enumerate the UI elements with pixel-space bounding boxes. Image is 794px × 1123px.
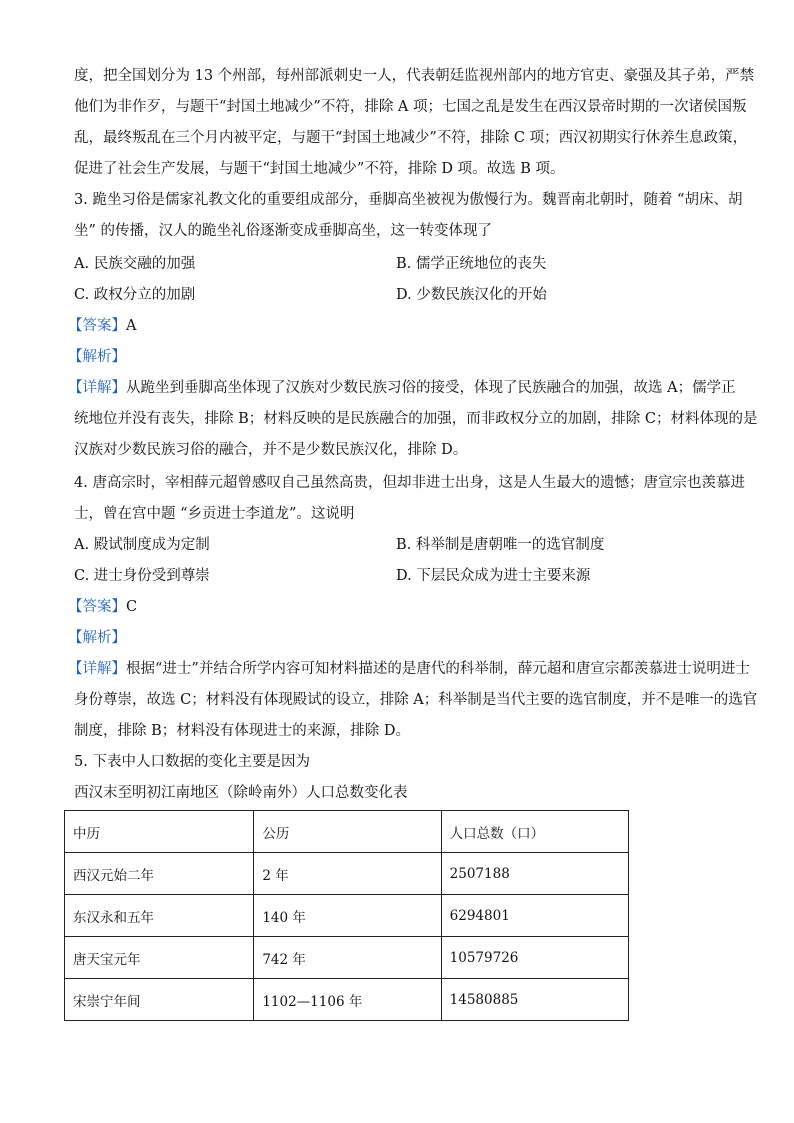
table-cell: 140 年 bbox=[254, 895, 441, 937]
table-cell: 14580885 bbox=[441, 979, 628, 1021]
table-cell: 742 年 bbox=[254, 937, 441, 979]
table-cell: 2 年 bbox=[254, 853, 441, 895]
table-cell: 1102—1106 年 bbox=[254, 979, 441, 1021]
answer-value: C bbox=[126, 599, 138, 615]
paragraph-line: 他们为非作歹，与题干“封国土地减少”不符，排除 A 项；七国之乱是发生在西汉景帝时期的一次诸侯国叛 bbox=[74, 99, 747, 115]
header-cell: 中历 bbox=[65, 811, 254, 853]
table-row bbox=[65, 853, 629, 895]
detail-tag: 【详解】 bbox=[68, 380, 126, 396]
question-3-stem: 3. 跪坐习俗是儒家礼教文化的重要组成部分，垂脚高坐被视为傲慢行为。魏晋南北朝时，随着 “胡床、胡 bbox=[74, 192, 743, 208]
answer-value: A bbox=[126, 318, 137, 334]
q4-detail: 【详解】根据“进士”并结合所学内容可知材料描述的是唐代的科举制，薛元超和唐宣宗都羡慕进士说明进士 bbox=[68, 661, 750, 677]
question-4-stem: 4. 唐高宗时，宰相薛元超曾感叹自己虽然高贵，但却非进士出身，这是人生最大的遗憾；唐宣宗也羡慕进 bbox=[74, 475, 745, 491]
table-cell: 2507188 bbox=[441, 853, 628, 895]
header-cell: 人口总数（口） bbox=[441, 811, 628, 853]
q4-option-d: D. 下层民众成为进士主要来源 bbox=[396, 568, 591, 584]
q4-detail-line: 身份尊崇，故选 C；材料没有体现殿试的设立，排除 A；科举制是当代主要的选官制度，并不是唯一的选官 bbox=[74, 692, 758, 708]
q4-analysis-tag: 【解析】 bbox=[68, 630, 126, 646]
q3-option-b: B. 儒学正统地位的丧失 bbox=[396, 256, 547, 272]
q3-option-c: C. 政权分立的加剧 bbox=[74, 287, 196, 303]
q3-detail-line: 汉族对少数民族习俗的融合，并不是少数民族汉化，排除 D。 bbox=[74, 442, 468, 458]
table-cell: 唐天宝元年 bbox=[65, 937, 254, 979]
answer-tag: 【答案】 bbox=[68, 318, 126, 334]
table-row bbox=[65, 895, 629, 937]
header-cell: 公历 bbox=[254, 811, 441, 853]
q3-answer bbox=[68, 316, 136, 336]
paragraph-line: 促进了社会生产发展，与题干“封国土地减少”不符，排除 D 项。故选 B 项。 bbox=[74, 161, 565, 177]
detail-tag: 【详解】 bbox=[68, 661, 126, 677]
question-3-stem: 坐” 的传播，汉人的跪坐礼俗逐渐变成垂脚高坐，这一转变体现了 bbox=[74, 223, 493, 239]
q4-option-a: A. 殿试制度成为定制 bbox=[74, 537, 210, 553]
paragraph-line: 乱，最终叛乱在三个月内被平定，与题干“封国土地减少”不符，排除 C 项；西汉初期实行休养生息政策， bbox=[74, 130, 748, 146]
q4-option-c: C. 进士身份受到尊崇 bbox=[74, 568, 210, 584]
table-header-row bbox=[65, 811, 629, 853]
q3-analysis-tag: 【解析】 bbox=[68, 349, 126, 365]
answer-tag: 【答案】 bbox=[68, 599, 126, 615]
population-table bbox=[64, 810, 629, 1021]
q4-option-b: B. 科举制是唐朝唯一的选官制度 bbox=[396, 537, 605, 553]
table-title: 西汉末至明初江南地区（除岭南外）人口总数变化表 bbox=[74, 785, 408, 801]
table-cell: 宋崇宁年间 bbox=[65, 979, 254, 1021]
paragraph-line: 度，把全国划分为 13 个州部，每州部派刺史一人，代表朝廷监视州部内的地方官吏、豪强及其子弟，严禁 bbox=[74, 68, 755, 84]
question-4-stem: 士，曾在宫中题 “乡贡进士李道龙”。这说明 bbox=[74, 506, 355, 522]
table-cell: 东汉永和五年 bbox=[65, 895, 254, 937]
table-cell: 6294801 bbox=[441, 895, 628, 937]
q4-answer bbox=[68, 597, 137, 617]
table-row bbox=[65, 979, 629, 1021]
question-5-stem: 5. 下表中人口数据的变化主要是因为 bbox=[74, 754, 310, 770]
table-row bbox=[65, 937, 629, 979]
table-cell: 西汉元始二年 bbox=[65, 853, 254, 895]
table-cell: 10579726 bbox=[441, 937, 628, 979]
q4-detail-line: 制度，排除 B；材料没有体现进士的来源，排除 D。 bbox=[74, 723, 410, 739]
q3-option-d: D. 少数民族汉化的开始 bbox=[396, 287, 547, 303]
q3-option-a: A. 民族交融的加强 bbox=[74, 256, 196, 272]
q3-detail-line: 统地位并没有丧失，排除 B；材料反映的是民族融合的加强，而非政权分立的加剧，排除 C；材料体现的是 bbox=[74, 411, 758, 427]
q3-detail: 【详解】从跪坐到垂脚高坐体现了汉族对少数民族习俗的接受，体现了民族融合的加强，故选 A；儒学正 bbox=[68, 380, 736, 396]
